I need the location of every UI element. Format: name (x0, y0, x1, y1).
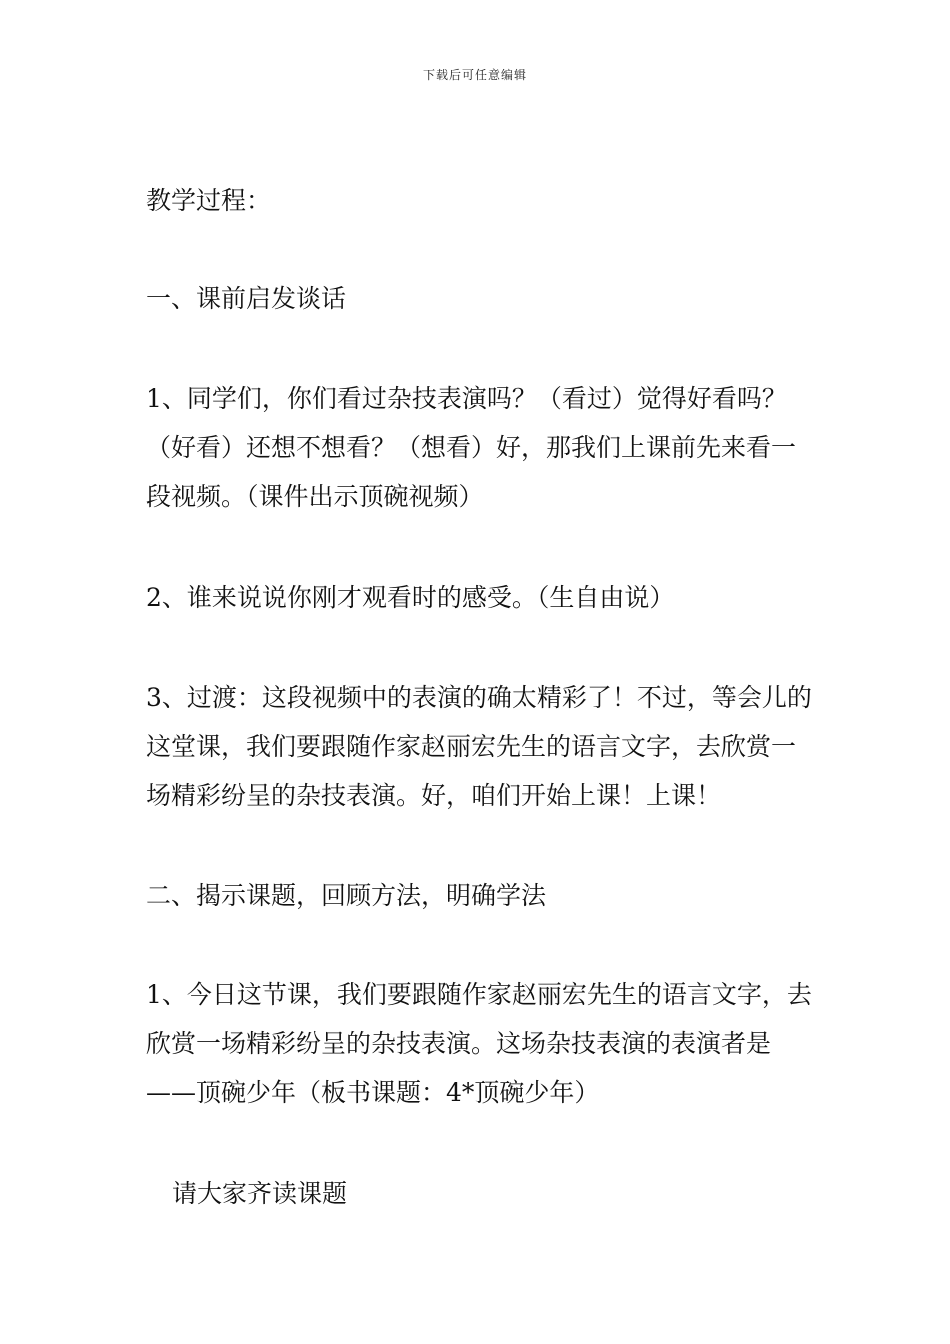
paragraph-2-1: 1、今日这节课，我们要跟随作家赵丽宏先生的语言文字，去欣赏一场精彩纷呈的杂技表演。这场杂技表演的表演者是——顶碗少年（板书课题：4*顶碗少年） (146, 980, 812, 1107)
paragraph-1-1: 1、同学们，你们看过杂技表演吗？（看过）觉得好看吗？（好看）还想不想看？（想看）好，那我们上课前先来看一段视频。（课件出示顶碗视频） (146, 384, 797, 511)
paragraph-2-2: 请大家齐读课题 (172, 1179, 348, 1208)
section-heading-1: 一、课前启发谈话 (146, 284, 347, 313)
section-heading-2: 二、揭示课题，回顾方法，明确学法 (146, 881, 547, 910)
paragraph-1-2: 2、谁来说说你刚才观看时的感受。（生自由说） (146, 583, 675, 612)
paragraph-1-3: 3、过渡：这段视频中的表演的确太精彩了！不过，等会儿的这堂课，我们要跟随作家赵丽宏先生的语言文字，去欣赏一场精彩纷呈的杂技表演。好，咱们开始上课！上课！ (146, 683, 812, 810)
page-header-note: 下载后可任意编辑 (422, 68, 527, 82)
section-heading-teaching-process: 教学过程： (146, 186, 272, 215)
